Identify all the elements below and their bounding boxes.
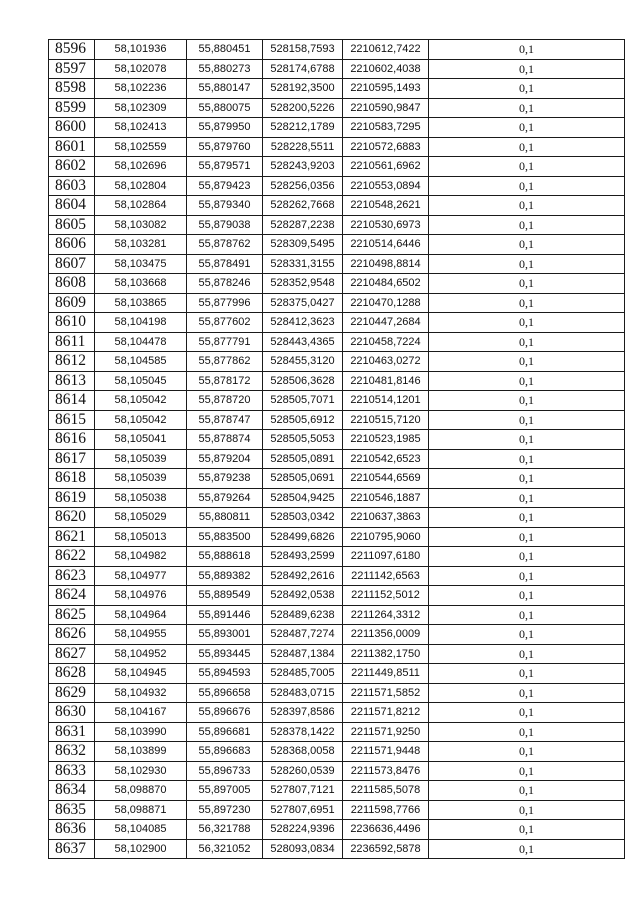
point-number-cell: 8631	[49, 722, 95, 742]
table-row	[49, 527, 625, 547]
table-row	[49, 722, 625, 742]
x-coordinate-cell: 528375,0427	[263, 293, 343, 313]
table-row	[49, 410, 625, 430]
point-number-cell: 8606	[49, 235, 95, 255]
longitude-cell: 55,894593	[187, 664, 263, 684]
x-coordinate-cell: 528093,0834	[263, 839, 343, 859]
accuracy-cell: 0,1	[429, 644, 625, 664]
longitude-cell: 55,877602	[187, 313, 263, 333]
y-coordinate-cell: 2211571,5852	[343, 683, 429, 703]
table-row	[49, 508, 625, 528]
accuracy-cell: 0,1	[429, 820, 625, 840]
point-number-cell: 8636	[49, 820, 95, 840]
longitude-cell: 55,897005	[187, 781, 263, 801]
point-number-cell: 8611	[49, 332, 95, 352]
y-coordinate-cell: 2210447,2684	[343, 313, 429, 333]
point-number-cell: 8601	[49, 137, 95, 157]
latitude-cell: 58,103281	[95, 235, 187, 255]
x-coordinate-cell: 528492,2616	[263, 566, 343, 586]
point-number-cell: 8632	[49, 742, 95, 762]
latitude-cell: 58,104964	[95, 605, 187, 625]
point-number-cell: 8628	[49, 664, 95, 684]
point-number-cell: 8634	[49, 781, 95, 801]
table-row	[49, 625, 625, 645]
y-coordinate-cell: 2210602,4038	[343, 59, 429, 79]
table-row	[49, 761, 625, 781]
point-number-cell: 8627	[49, 644, 95, 664]
latitude-cell: 58,103865	[95, 293, 187, 313]
latitude-cell: 58,103668	[95, 274, 187, 294]
table-row	[49, 391, 625, 411]
accuracy-cell: 0,1	[429, 703, 625, 723]
latitude-cell: 58,104977	[95, 566, 187, 586]
longitude-cell: 55,889549	[187, 586, 263, 606]
longitude-cell: 55,878747	[187, 410, 263, 430]
y-coordinate-cell: 2210463,0272	[343, 352, 429, 372]
longitude-cell: 55,883500	[187, 527, 263, 547]
accuracy-cell: 0,1	[429, 371, 625, 391]
accuracy-cell: 0,1	[429, 488, 625, 508]
point-number-cell: 8597	[49, 59, 95, 79]
x-coordinate-cell: 528505,6912	[263, 410, 343, 430]
table-row	[49, 566, 625, 586]
latitude-cell: 58,104952	[95, 644, 187, 664]
table-row	[49, 137, 625, 157]
latitude-cell: 58,105039	[95, 449, 187, 469]
table-row	[49, 352, 625, 372]
table-row	[49, 547, 625, 567]
table-row	[49, 449, 625, 469]
point-number-cell: 8605	[49, 215, 95, 235]
x-coordinate-cell: 528192,3500	[263, 79, 343, 99]
table-row	[49, 40, 625, 60]
table-row	[49, 820, 625, 840]
x-coordinate-cell: 528487,1384	[263, 644, 343, 664]
point-number-cell: 8609	[49, 293, 95, 313]
accuracy-cell: 0,1	[429, 215, 625, 235]
point-number-cell: 8596	[49, 40, 95, 60]
point-number-cell: 8618	[49, 469, 95, 489]
y-coordinate-cell: 2236636,4496	[343, 820, 429, 840]
longitude-cell: 55,879423	[187, 176, 263, 196]
y-coordinate-cell: 2211264,3312	[343, 605, 429, 625]
accuracy-cell: 0,1	[429, 469, 625, 489]
table-row	[49, 488, 625, 508]
accuracy-cell: 0,1	[429, 176, 625, 196]
latitude-cell: 58,104198	[95, 313, 187, 333]
latitude-cell: 58,105029	[95, 508, 187, 528]
y-coordinate-cell: 2211097,6180	[343, 547, 429, 567]
longitude-cell: 55,878172	[187, 371, 263, 391]
x-coordinate-cell: 528287,2238	[263, 215, 343, 235]
x-coordinate-cell: 528485,7005	[263, 664, 343, 684]
x-coordinate-cell: 528492,0538	[263, 586, 343, 606]
table-row	[49, 313, 625, 333]
point-number-cell: 8629	[49, 683, 95, 703]
latitude-cell: 58,101936	[95, 40, 187, 60]
y-coordinate-cell: 2211382,1750	[343, 644, 429, 664]
point-number-cell: 8626	[49, 625, 95, 645]
accuracy-cell: 0,1	[429, 527, 625, 547]
latitude-cell: 58,105041	[95, 430, 187, 450]
table-row	[49, 781, 625, 801]
x-coordinate-cell: 527807,7121	[263, 781, 343, 801]
table-row	[49, 118, 625, 138]
longitude-cell: 55,897230	[187, 800, 263, 820]
y-coordinate-cell: 2211585,5078	[343, 781, 429, 801]
table-row	[49, 664, 625, 684]
y-coordinate-cell: 2211449,8511	[343, 664, 429, 684]
longitude-cell: 55,878720	[187, 391, 263, 411]
latitude-cell: 58,105013	[95, 527, 187, 547]
latitude-cell: 58,102309	[95, 98, 187, 118]
latitude-cell: 58,102559	[95, 137, 187, 157]
y-coordinate-cell: 2210514,1201	[343, 391, 429, 411]
x-coordinate-cell: 528260,0539	[263, 761, 343, 781]
y-coordinate-cell: 2211356,0009	[343, 625, 429, 645]
x-coordinate-cell: 528158,7593	[263, 40, 343, 60]
x-coordinate-cell: 528503,0342	[263, 508, 343, 528]
x-coordinate-cell: 528483,0715	[263, 683, 343, 703]
latitude-cell: 58,103990	[95, 722, 187, 742]
y-coordinate-cell: 2210523,1985	[343, 430, 429, 450]
table-row	[49, 98, 625, 118]
longitude-cell: 55,877791	[187, 332, 263, 352]
point-number-cell: 8599	[49, 98, 95, 118]
x-coordinate-cell: 528368,0058	[263, 742, 343, 762]
accuracy-cell: 0,1	[429, 391, 625, 411]
table-row	[49, 839, 625, 859]
latitude-cell: 58,104976	[95, 586, 187, 606]
table-row	[49, 176, 625, 196]
latitude-cell: 58,102078	[95, 59, 187, 79]
point-number-cell: 8607	[49, 254, 95, 274]
longitude-cell: 55,893445	[187, 644, 263, 664]
table-body	[49, 40, 625, 859]
latitude-cell: 58,104167	[95, 703, 187, 723]
x-coordinate-cell: 528378,1422	[263, 722, 343, 742]
y-coordinate-cell: 2210548,2621	[343, 196, 429, 216]
table-row	[49, 742, 625, 762]
table-row	[49, 157, 625, 177]
accuracy-cell: 0,1	[429, 274, 625, 294]
table-row	[49, 430, 625, 450]
longitude-cell: 55,893001	[187, 625, 263, 645]
longitude-cell: 55,877996	[187, 293, 263, 313]
latitude-cell: 58,102804	[95, 176, 187, 196]
point-number-cell: 8613	[49, 371, 95, 391]
y-coordinate-cell: 2211152,5012	[343, 586, 429, 606]
longitude-cell: 55,880811	[187, 508, 263, 528]
latitude-cell: 58,104955	[95, 625, 187, 645]
y-coordinate-cell: 2211573,8476	[343, 761, 429, 781]
point-number-cell: 8602	[49, 157, 95, 177]
latitude-cell: 58,098870	[95, 781, 187, 801]
point-number-cell: 8620	[49, 508, 95, 528]
longitude-cell: 55,879204	[187, 449, 263, 469]
x-coordinate-cell: 528174,6788	[263, 59, 343, 79]
x-coordinate-cell: 528443,4365	[263, 332, 343, 352]
accuracy-cell: 0,1	[429, 59, 625, 79]
table-row	[49, 683, 625, 703]
accuracy-cell: 0,1	[429, 157, 625, 177]
x-coordinate-cell: 528243,9203	[263, 157, 343, 177]
y-coordinate-cell: 2211571,9250	[343, 722, 429, 742]
accuracy-cell: 0,1	[429, 235, 625, 255]
longitude-cell: 55,880451	[187, 40, 263, 60]
x-coordinate-cell: 528505,0891	[263, 449, 343, 469]
y-coordinate-cell: 2210612,7422	[343, 40, 429, 60]
y-coordinate-cell: 2210637,3863	[343, 508, 429, 528]
longitude-cell: 55,878762	[187, 235, 263, 255]
longitude-cell: 55,896733	[187, 761, 263, 781]
latitude-cell: 58,104585	[95, 352, 187, 372]
accuracy-cell: 0,1	[429, 430, 625, 450]
table-row	[49, 332, 625, 352]
x-coordinate-cell: 528499,6826	[263, 527, 343, 547]
latitude-cell: 58,103475	[95, 254, 187, 274]
x-coordinate-cell: 528200,5226	[263, 98, 343, 118]
point-number-cell: 8633	[49, 761, 95, 781]
latitude-cell: 58,104932	[95, 683, 187, 703]
longitude-cell: 55,879264	[187, 488, 263, 508]
table-row	[49, 605, 625, 625]
point-number-cell: 8600	[49, 118, 95, 138]
table-row	[49, 274, 625, 294]
point-number-cell: 8619	[49, 488, 95, 508]
table-row	[49, 235, 625, 255]
y-coordinate-cell: 2210530,6973	[343, 215, 429, 235]
accuracy-cell: 0,1	[429, 566, 625, 586]
x-coordinate-cell: 528228,5511	[263, 137, 343, 157]
y-coordinate-cell: 2211598,7766	[343, 800, 429, 820]
latitude-cell: 58,105042	[95, 391, 187, 411]
table-row	[49, 215, 625, 235]
x-coordinate-cell: 528412,3623	[263, 313, 343, 333]
longitude-cell: 55,888618	[187, 547, 263, 567]
x-coordinate-cell: 527807,6951	[263, 800, 343, 820]
accuracy-cell: 0,1	[429, 722, 625, 742]
point-number-cell: 8608	[49, 274, 95, 294]
accuracy-cell: 0,1	[429, 508, 625, 528]
point-number-cell: 8598	[49, 79, 95, 99]
latitude-cell: 58,102930	[95, 761, 187, 781]
point-number-cell: 8635	[49, 800, 95, 820]
point-number-cell: 8603	[49, 176, 95, 196]
table-row	[49, 644, 625, 664]
accuracy-cell: 0,1	[429, 254, 625, 274]
latitude-cell: 58,103899	[95, 742, 187, 762]
accuracy-cell: 0,1	[429, 761, 625, 781]
x-coordinate-cell: 528309,5495	[263, 235, 343, 255]
y-coordinate-cell: 2210795,9060	[343, 527, 429, 547]
y-coordinate-cell: 2210561,6962	[343, 157, 429, 177]
longitude-cell: 55,880273	[187, 59, 263, 79]
accuracy-cell: 0,1	[429, 839, 625, 859]
point-number-cell: 8625	[49, 605, 95, 625]
longitude-cell: 55,879340	[187, 196, 263, 216]
y-coordinate-cell: 2210470,1288	[343, 293, 429, 313]
point-number-cell: 8614	[49, 391, 95, 411]
point-number-cell: 8622	[49, 547, 95, 567]
table-row	[49, 196, 625, 216]
latitude-cell: 58,105045	[95, 371, 187, 391]
latitude-cell: 58,104085	[95, 820, 187, 840]
y-coordinate-cell: 2210458,7224	[343, 332, 429, 352]
latitude-cell: 58,104982	[95, 547, 187, 567]
accuracy-cell: 0,1	[429, 683, 625, 703]
latitude-cell: 58,098871	[95, 800, 187, 820]
accuracy-cell: 0,1	[429, 547, 625, 567]
longitude-cell: 55,879950	[187, 118, 263, 138]
point-number-cell: 8615	[49, 410, 95, 430]
y-coordinate-cell: 2210546,1887	[343, 488, 429, 508]
longitude-cell: 55,889382	[187, 566, 263, 586]
longitude-cell: 56,321052	[187, 839, 263, 859]
accuracy-cell: 0,1	[429, 40, 625, 60]
accuracy-cell: 0,1	[429, 410, 625, 430]
longitude-cell: 56,321788	[187, 820, 263, 840]
x-coordinate-cell: 528331,3155	[263, 254, 343, 274]
x-coordinate-cell: 528397,8586	[263, 703, 343, 723]
point-number-cell: 8630	[49, 703, 95, 723]
latitude-cell: 58,102696	[95, 157, 187, 177]
longitude-cell: 55,878874	[187, 430, 263, 450]
y-coordinate-cell: 2210542,6523	[343, 449, 429, 469]
table-row	[49, 371, 625, 391]
x-coordinate-cell: 528489,6238	[263, 605, 343, 625]
longitude-cell: 55,896681	[187, 722, 263, 742]
y-coordinate-cell: 2210595,1493	[343, 79, 429, 99]
longitude-cell: 55,878246	[187, 274, 263, 294]
accuracy-cell: 0,1	[429, 800, 625, 820]
accuracy-cell: 0,1	[429, 664, 625, 684]
latitude-cell: 58,105038	[95, 488, 187, 508]
latitude-cell: 58,105042	[95, 410, 187, 430]
accuracy-cell: 0,1	[429, 332, 625, 352]
x-coordinate-cell: 528352,9548	[263, 274, 343, 294]
y-coordinate-cell: 2211142,6563	[343, 566, 429, 586]
x-coordinate-cell: 528505,7071	[263, 391, 343, 411]
table-row	[49, 59, 625, 79]
table-row	[49, 586, 625, 606]
latitude-cell: 58,104945	[95, 664, 187, 684]
latitude-cell: 58,102864	[95, 196, 187, 216]
longitude-cell: 55,879571	[187, 157, 263, 177]
y-coordinate-cell: 2210553,0894	[343, 176, 429, 196]
accuracy-cell: 0,1	[429, 586, 625, 606]
accuracy-cell: 0,1	[429, 137, 625, 157]
y-coordinate-cell: 2210544,6569	[343, 469, 429, 489]
y-coordinate-cell: 2210572,6883	[343, 137, 429, 157]
accuracy-cell: 0,1	[429, 313, 625, 333]
x-coordinate-cell: 528256,0356	[263, 176, 343, 196]
table-row	[49, 254, 625, 274]
y-coordinate-cell: 2210514,6446	[343, 235, 429, 255]
longitude-cell: 55,896676	[187, 703, 263, 723]
table-row	[49, 469, 625, 489]
longitude-cell: 55,896683	[187, 742, 263, 762]
longitude-cell: 55,891446	[187, 605, 263, 625]
point-number-cell: 8612	[49, 352, 95, 372]
longitude-cell: 55,880075	[187, 98, 263, 118]
accuracy-cell: 0,1	[429, 605, 625, 625]
accuracy-cell: 0,1	[429, 781, 625, 801]
x-coordinate-cell: 528212,1789	[263, 118, 343, 138]
y-coordinate-cell: 2210590,9847	[343, 98, 429, 118]
accuracy-cell: 0,1	[429, 352, 625, 372]
x-coordinate-cell: 528455,3120	[263, 352, 343, 372]
x-coordinate-cell: 528505,5053	[263, 430, 343, 450]
table-row	[49, 79, 625, 99]
latitude-cell: 58,102236	[95, 79, 187, 99]
x-coordinate-cell: 528504,9425	[263, 488, 343, 508]
point-number-cell: 8617	[49, 449, 95, 469]
x-coordinate-cell: 528224,9396	[263, 820, 343, 840]
longitude-cell: 55,879760	[187, 137, 263, 157]
accuracy-cell: 0,1	[429, 98, 625, 118]
longitude-cell: 55,896658	[187, 683, 263, 703]
latitude-cell: 58,102413	[95, 118, 187, 138]
latitude-cell: 58,105039	[95, 469, 187, 489]
latitude-cell: 58,104478	[95, 332, 187, 352]
latitude-cell: 58,102900	[95, 839, 187, 859]
longitude-cell: 55,879038	[187, 215, 263, 235]
point-number-cell: 8624	[49, 586, 95, 606]
longitude-cell: 55,879238	[187, 469, 263, 489]
x-coordinate-cell: 528506,3628	[263, 371, 343, 391]
accuracy-cell: 0,1	[429, 625, 625, 645]
x-coordinate-cell: 528493,2599	[263, 547, 343, 567]
latitude-cell: 58,103082	[95, 215, 187, 235]
accuracy-cell: 0,1	[429, 742, 625, 762]
point-number-cell: 8621	[49, 527, 95, 547]
point-number-cell: 8623	[49, 566, 95, 586]
accuracy-cell: 0,1	[429, 449, 625, 469]
table-row	[49, 703, 625, 723]
y-coordinate-cell: 2210498,8814	[343, 254, 429, 274]
longitude-cell: 55,878491	[187, 254, 263, 274]
longitude-cell: 55,877862	[187, 352, 263, 372]
y-coordinate-cell: 2210484,6502	[343, 274, 429, 294]
x-coordinate-cell: 528262,7668	[263, 196, 343, 216]
y-coordinate-cell: 2236592,5878	[343, 839, 429, 859]
point-number-cell: 8610	[49, 313, 95, 333]
x-coordinate-cell: 528487,7274	[263, 625, 343, 645]
accuracy-cell: 0,1	[429, 293, 625, 313]
y-coordinate-cell: 2210481,8146	[343, 371, 429, 391]
point-number-cell: 8616	[49, 430, 95, 450]
coordinates-table	[48, 39, 625, 859]
y-coordinate-cell: 2210515,7120	[343, 410, 429, 430]
y-coordinate-cell: 2211571,8212	[343, 703, 429, 723]
accuracy-cell: 0,1	[429, 118, 625, 138]
point-number-cell: 8637	[49, 839, 95, 859]
accuracy-cell: 0,1	[429, 196, 625, 216]
y-coordinate-cell: 2211571,9448	[343, 742, 429, 762]
x-coordinate-cell: 528505,0691	[263, 469, 343, 489]
y-coordinate-cell: 2210583,7295	[343, 118, 429, 138]
accuracy-cell: 0,1	[429, 79, 625, 99]
point-number-cell: 8604	[49, 196, 95, 216]
table-row	[49, 293, 625, 313]
table-row	[49, 800, 625, 820]
longitude-cell: 55,880147	[187, 79, 263, 99]
